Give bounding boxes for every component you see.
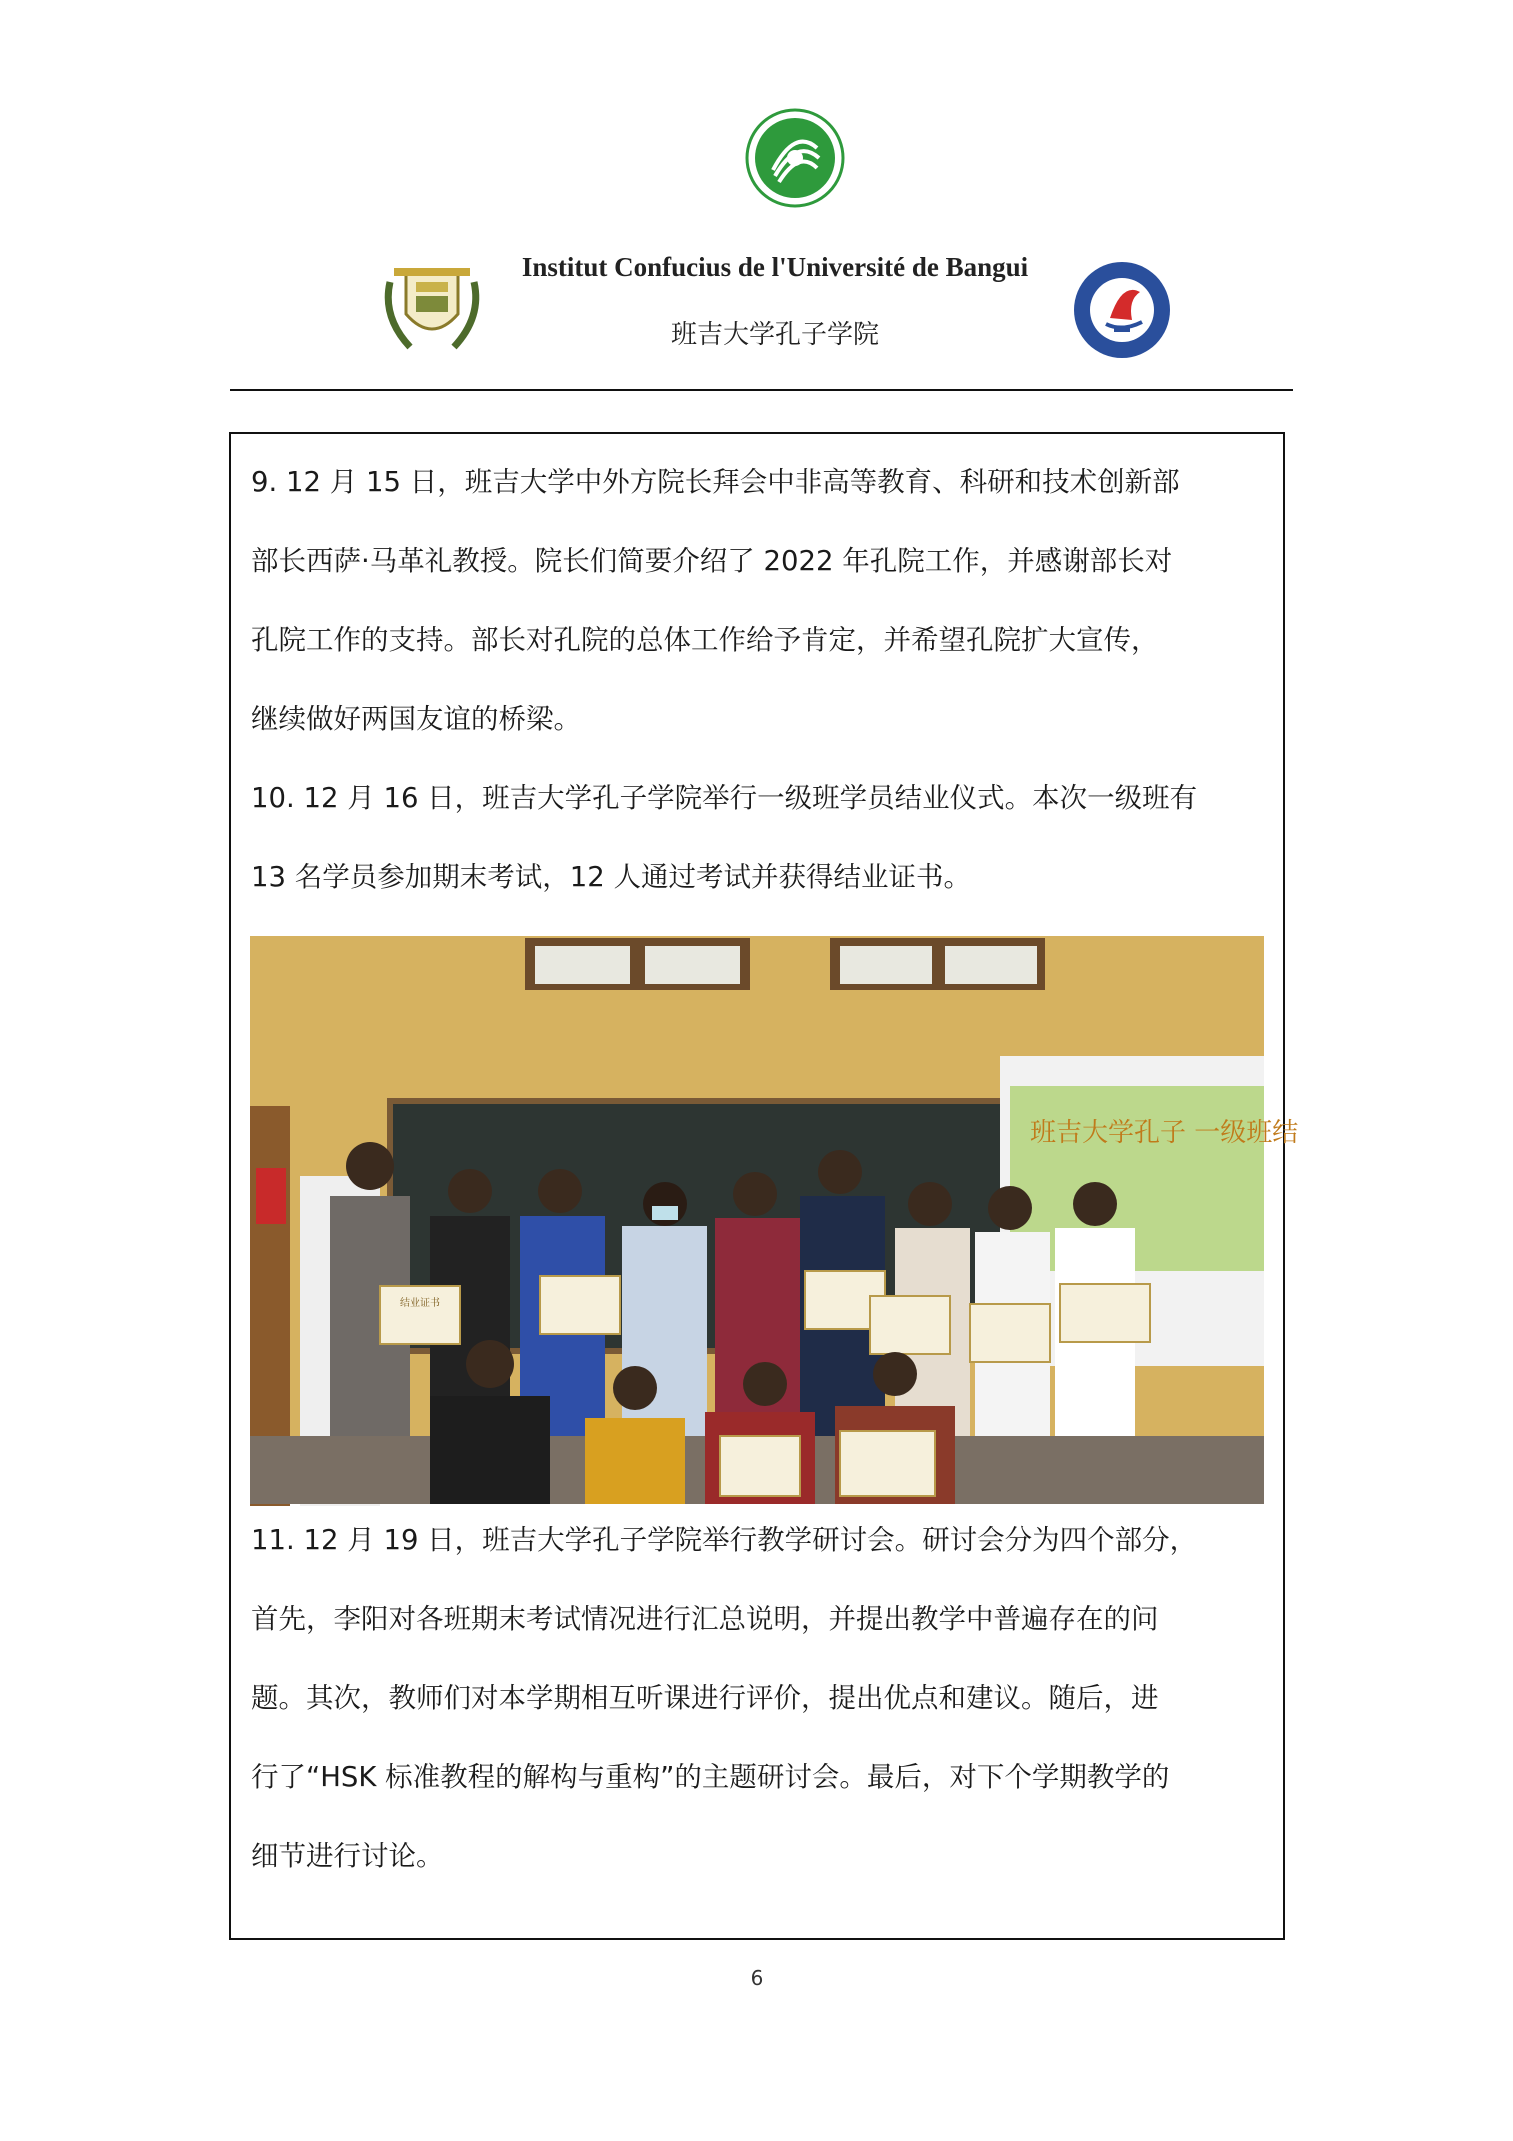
text-line: 11. 12 月 19 日，班吉大学孔子学院举行教学研讨会。研讨会分为四个部分， — [251, 1524, 1198, 1556]
page-header — [0, 0, 1513, 395]
university-of-bangui-crest — [380, 262, 484, 354]
paragraph-item-10 — [251, 759, 1275, 917]
text-line: 孔院工作的支持。部长对孔院的总体工作给予肯定，并希望孔院扩大宣传， — [251, 624, 1159, 656]
text-line: 题。其次，教师们对本学期相互听课进行评价，提出优点和建议。随后，进 — [251, 1682, 1159, 1714]
header-divider — [230, 389, 1293, 391]
text-line: 13 名学员参加期末考试，12 人通过考试并获得结业证书。 — [251, 861, 971, 893]
text-line: 行了“HSK 标准教程的解构与重构”的主题研讨会。最后，对下个学期教学的 — [251, 1761, 1170, 1793]
institute-name-chinese: 班吉大学孔子学院 — [670, 320, 879, 350]
bohai-university-logo — [1070, 260, 1174, 360]
certificate-label: 结业证书 — [400, 1298, 440, 1309]
text-line: 细节进行讨论。 — [251, 1840, 444, 1872]
paragraph-item-11 — [251, 1501, 1275, 1896]
text-line: 9. 12 月 15 日，班吉大学中外方院长拜会中非高等教育、科研和技术创新部 — [251, 466, 1180, 498]
text-line: 首先，李阳对各班期末考试情况进行汇总说明，并提出教学中普遍存在的问 — [251, 1603, 1159, 1635]
text-line: 继续做好两国友谊的桥梁。 — [251, 703, 581, 735]
text-line: 部长西萨·马革礼教授。院长们简要介绍了 2022 年孔院工作，并感谢部长对 — [251, 545, 1173, 577]
confucius-institute-logo — [745, 108, 845, 208]
paragraph-item-9 — [251, 443, 1275, 759]
projector-text: 班吉大学孔子 一级班结 — [1030, 1118, 1299, 1148]
content-box — [229, 432, 1299, 1940]
graduation-ceremony-photo — [250, 936, 1299, 1504]
text-line: 10. 12 月 16 日，班吉大学孔子学院举行一级班学员结业仪式。本次一级班有 — [251, 782, 1198, 814]
institute-name-french: Institut Confucius de l'Université de Bangui — [521, 252, 1029, 282]
photo-illustration — [250, 936, 1299, 1504]
page-number: 6 — [750, 1966, 764, 1990]
